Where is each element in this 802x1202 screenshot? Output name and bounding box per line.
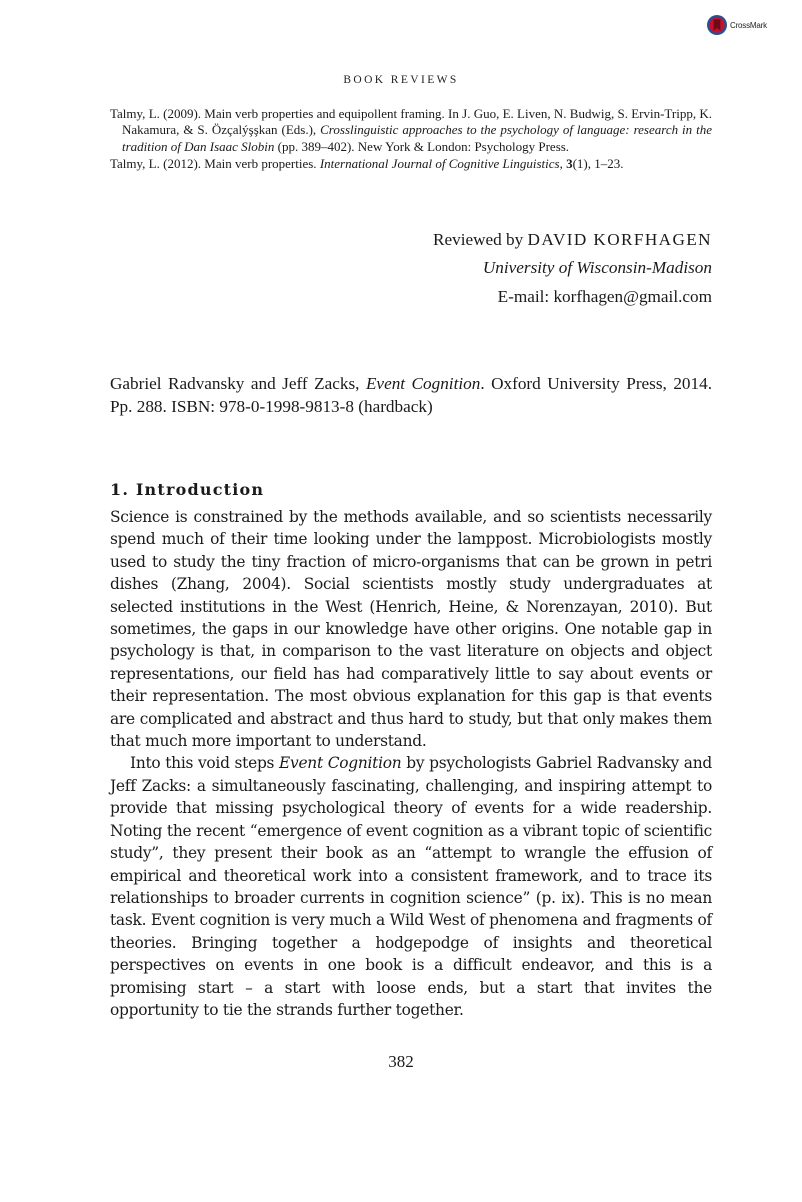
running-head: BOOK REVIEWS: [343, 74, 459, 86]
crossmark-badge[interactable]: [706, 14, 767, 36]
reference-comma: ,: [559, 156, 567, 172]
book-title-inline: Event Cognition: [279, 754, 402, 773]
crossmark-icon: [706, 14, 728, 36]
reviewer-block: [300, 226, 712, 311]
reference-tail: (1), 1–23.: [572, 156, 624, 172]
crossmark-label: CrossMark: [730, 20, 767, 30]
book-citation: [110, 372, 712, 418]
reviewer-email[interactable]: E-mail: korfhagen@gmail.com: [497, 286, 712, 306]
reviewer-line: [300, 226, 712, 254]
reference-source-title: International Journal of Cognitive Linguistics: [319, 156, 560, 172]
reference-entry: [110, 106, 712, 155]
page-number: 382: [388, 1052, 414, 1071]
reviewer-affiliation: University of Wisconsin-Madison: [482, 258, 712, 278]
book-title: Event Cognition: [365, 374, 481, 393]
reference-list: [110, 106, 712, 174]
section-heading: 1. Introduction: [110, 480, 265, 499]
body-text: [110, 506, 712, 1021]
reference-volume: 3: [566, 156, 573, 172]
reviewer-prefix: Reviewed by: [433, 230, 528, 249]
reference-tail: (pp. 389–402). New York & London: Psychology Press.: [274, 138, 570, 154]
reference-authors: Talmy, L. (2012). Main verb properties.: [110, 156, 320, 172]
reference-entry: [110, 156, 712, 172]
reviewer-name: DAVID KORFHAGEN: [527, 230, 712, 249]
paragraph-1: Science is constrained by the methods available, and so scientists necessarily spend much of their time looking under the lamppost. Microbiologists mostly used to study the tiny fraction of micro-organisms that can be grown in petri dishes (Zhang, 2004). Social scientists mostly study undergraduates at selected institutions in the West (Henrich, Heine, & Norenzayan, 2010). But sometimes, the gaps in our knowledge have other origins. One notable gap in psychology is that, in comparison to the vast literature on objects and object representations, our field has had comparatively little to say about events or their representation. The most obvious explanation for this gap is that events are complicated and abstract and thus hard to study, but that only makes them that much more important to understand.: [110, 508, 712, 751]
reference-authors: Talmy, L. (2009). Main verb properties and equipollent framing. In J. Guo, E. Liven, N. Budwig, S. Ervin-Tripp, K. Nakamura, & S. Özçalýşşkan (Eds.),: [110, 106, 712, 138]
reference-source-title: Crosslinguistic approaches to the psychology of language: research in the tradition of Dan Isaac Slobin: [122, 122, 713, 154]
paragraph-2: Into this void steps Event Cognition by psychologists Gabriel Radvansky and Jeff Zacks: a simultaneously fascinating, challenging, and inspiring attempt to provide that missing psychological theory of events for a wide readership. Noting the recent “emergence of event cognition as a vibrant topic of scientific study”, they present their book as an “attempt to wrangle the effusion of empirical and theoretical work into a consistent framework, and to trace its relationships to broader currents in cognition science” (p. ix). This is no mean task. Event cognition is very much a Wild West of phenomena and fragments of theories. Bringing together a hodgepodge of insights and theoretical perspectives on events in one book is a difficult endeavor, and this is a promising start – a start with loose ends, but a start that invites the opportunity to tie the strands further together.: [110, 754, 712, 1019]
book-authors: Gabriel Radvansky and Jeff Zacks,: [110, 374, 366, 393]
book-details: . Oxford University Press, 2014. Pp. 288. ISBN: 978-0-1998-9813-8 (hardback): [110, 374, 712, 416]
